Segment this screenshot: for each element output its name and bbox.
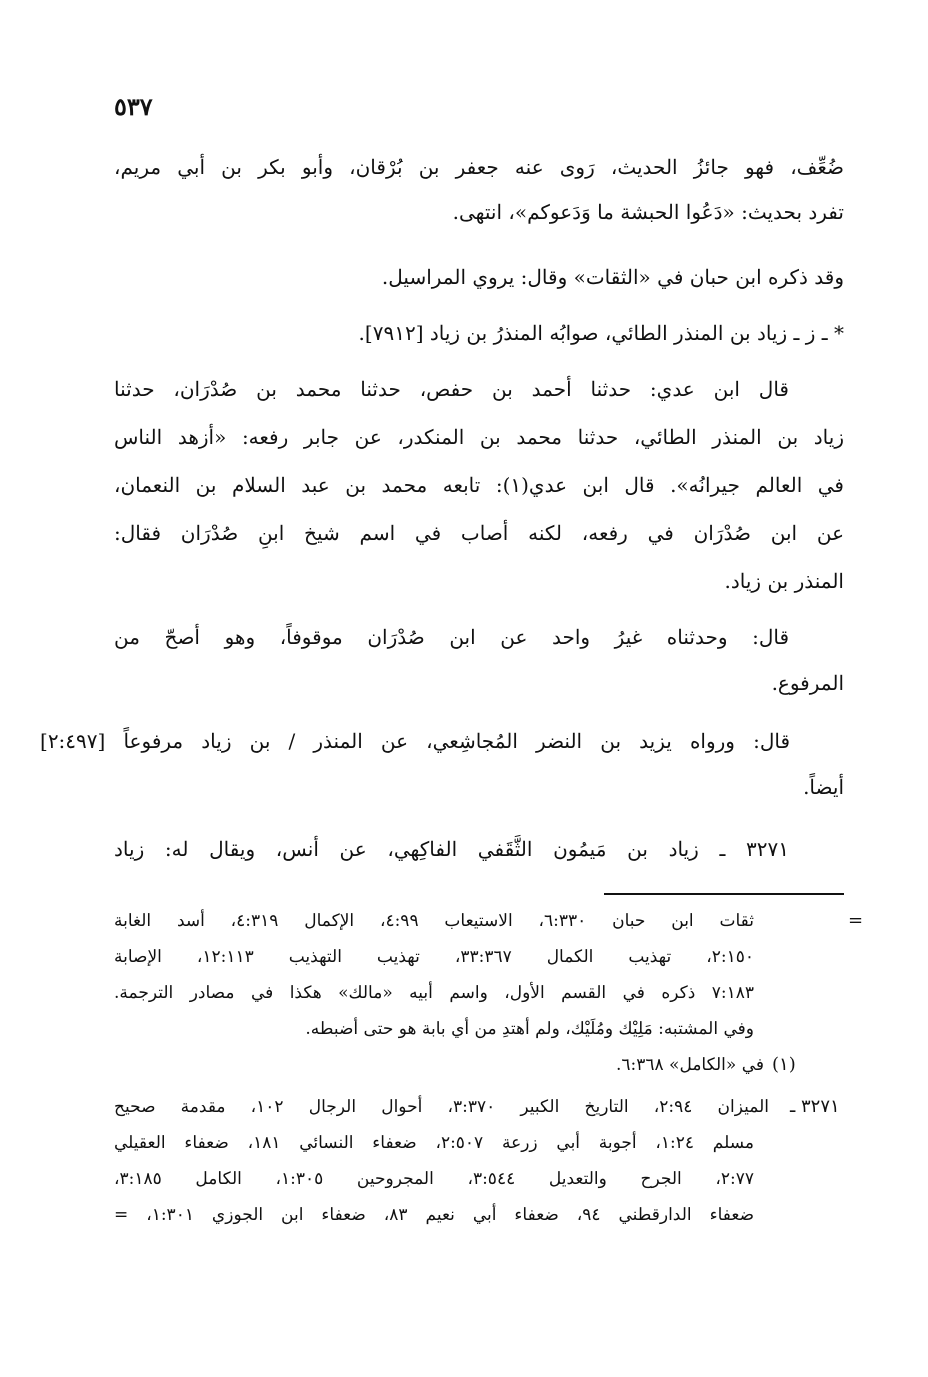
body-line-7: في العالم جيرانُه». قال ابن عدي(١): تابعه محمد بن عبد السلام بن النعمان، — [114, 473, 844, 497]
footnote-1-marker: (١) — [772, 1054, 796, 1075]
continuation-marker: = — [848, 910, 864, 931]
entry-3271-line-3: ٢:٧٧، الجرح والتعديل ٣:٥٤٤، المجروحين ١:٣٠٥، الكامل ٣:١٨٥، — [114, 1169, 754, 1189]
entry-3271-marker: ٣٢٧١ ـ — [790, 1096, 840, 1117]
footnote-separator — [604, 893, 844, 895]
entry-3271-line-1: الميزان ٢:٩٤، التاريخ الكبير ٣:٣٧٠، أحوال الرجال ١٠٢، مقدمة صحيح — [114, 1097, 769, 1117]
body-line-4: * ـ ز ـ زياد بن المنذر الطائي، صوابُه المنذرُ بن زياد [٧٩١٢]. — [358, 321, 844, 345]
body-line-11: المرفوع. — [771, 671, 844, 695]
entry-3271-line-2: مسلم ١:٢٤، أجوبة أبي زرعة ٢:٥٠٧، ضعفاء النسائي ١٨١، ضعفاء العقيلي — [114, 1133, 754, 1153]
footnote-1-text: في «الكامل» ٦:٣٦٨. — [615, 1055, 764, 1075]
body-line-9: المنذر بن زياد. — [724, 569, 844, 593]
body-line-12: قال: ورواه يزيد بن النضر المُجاشِعي، عن المنذر / بن زياد مرفوعاً [٢:٤٩٧] — [40, 729, 790, 753]
body-line-14: ٣٢٧١ ـ زياد بن مَيمُون الثَّقَفي الفاكِهي، عن أنس، ويقال له: زياد — [114, 837, 789, 861]
body-line-8: عن ابن صُدْرَان في رفعه، لكنه أصاب في اسم شيخ ابنِ صُدْرَان فقال: — [114, 521, 844, 545]
body-line-2: تفرد بحديث: «دَعُوا الحبشة ما وَدَعوكم»، انتهى. — [452, 200, 844, 224]
footnote-continuation-line-4: وفي المشتبه: مَلِيْك ومُلَيْك، ولم أهتدِ من أي بابة هو حتى أضبطه. — [305, 1019, 754, 1039]
entry-3271-line-4: ضعفاء الدارقطني ٩٤، ضعفاء أبي نعيم ٨٣، ضعفاء ابن الجوزي ١:٣٠١، = — [114, 1205, 754, 1225]
footnote-continuation-line-1: ثقات ابن حبان ٦:٣٣٠، الاستيعاب ٤:٩٩، الإكمال ٤:٣١٩، أسد الغابة — [114, 911, 754, 931]
body-line-10: قال: وحدثناه غيرُ واحد عن ابن صُدْرَان موقوفاً، وهو أصحّ من — [114, 625, 789, 649]
footnote-continuation-line-2: ٢:١٥٠، تهذيب الكمال ٣٣:٣٦٧، تهذيب التهذيب ١٢:١١٣، الإصابة — [114, 947, 754, 967]
page-number: ٥٣٧ — [114, 92, 153, 121]
body-line-3: وقد ذكره ابن حبان في «الثقات» وقال: يروي المراسيل. — [381, 265, 844, 289]
body-line-5: قال ابن عدي: حدثنا أحمد بن حفص، حدثنا محمد بن صُدْرَان، حدثنا — [114, 377, 789, 401]
body-line-6: زياد بن المنذر الطائي، حدثنا محمد بن المنكدر، عن جابر رفعه: «أزهد الناس — [114, 425, 844, 449]
body-line-1: ضُعِّف، فهو جائزُ الحديث، رَوى عنه جعفر بن بُرْقان، وأبو بكر بن أبي مريم، — [114, 155, 844, 179]
footnote-continuation-line-3: ٧:١٨٣ ذكره في القسم الأول، واسم أبيه «مالك» هكذا في مصادر الترجمة. — [114, 983, 754, 1003]
body-line-13: أيضاً. — [803, 775, 844, 799]
